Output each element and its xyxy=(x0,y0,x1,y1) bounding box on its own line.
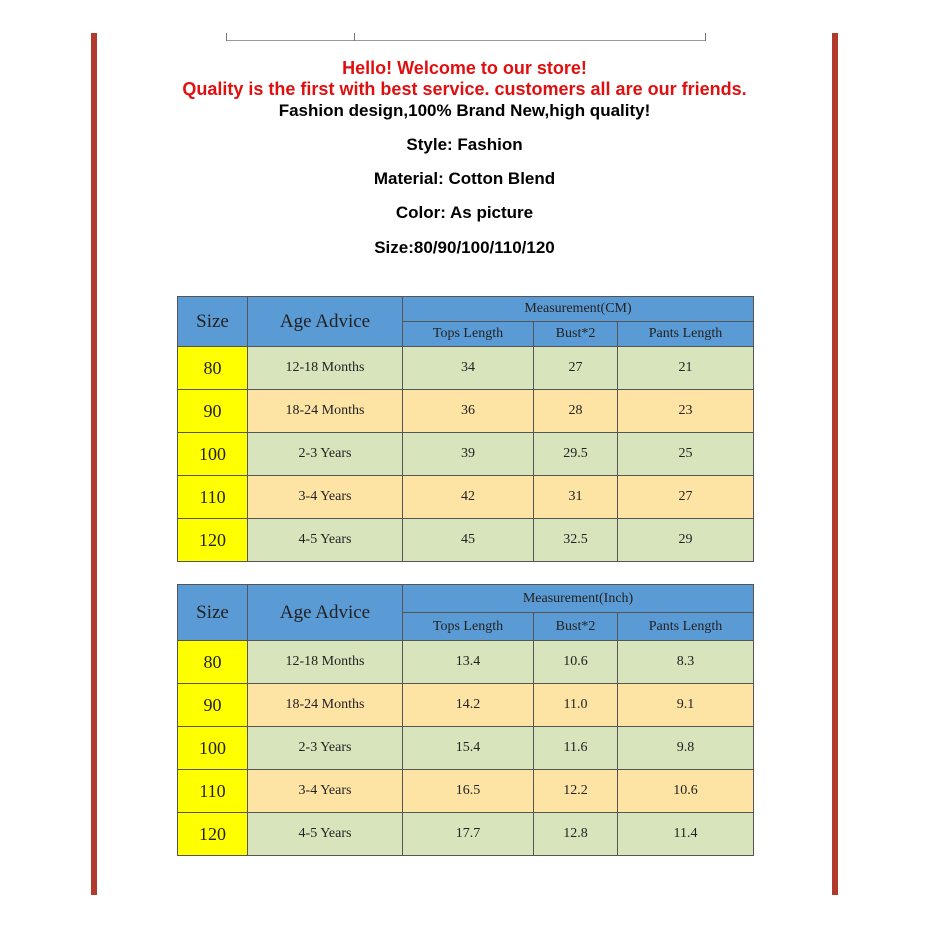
age-cell: 12-18 Months xyxy=(248,347,403,390)
age-cell: 4-5 Years xyxy=(248,813,403,856)
table-row xyxy=(178,519,754,562)
header-bust: Bust*2 xyxy=(534,322,618,347)
size-cell: 100 xyxy=(178,727,248,770)
color-line: Color: As picture xyxy=(395,203,534,222)
size-cell: 80 xyxy=(178,641,248,684)
size-cell: 90 xyxy=(178,390,248,433)
size-line: Size:80/90/100/110/120 xyxy=(374,238,555,257)
header-tops-length: Tops Length xyxy=(403,322,534,347)
header-age-advice: Age Advice xyxy=(248,297,403,347)
top-divider-tick xyxy=(354,33,355,41)
tops-cell: 45 xyxy=(403,519,534,562)
size-cell: 110 xyxy=(178,476,248,519)
tops-cell: 17.7 xyxy=(403,813,534,856)
tops-cell: 34 xyxy=(403,347,534,390)
pants-cell: 29 xyxy=(618,519,754,562)
tops-cell: 16.5 xyxy=(403,770,534,813)
table-row xyxy=(178,684,754,727)
header-size: Size xyxy=(178,585,248,641)
bust-cell: 10.6 xyxy=(534,641,618,684)
table-row xyxy=(178,727,754,770)
pants-cell: 11.4 xyxy=(618,813,754,856)
top-divider xyxy=(226,40,706,41)
header-tops-length: Tops Length xyxy=(403,613,534,641)
pants-cell: 10.6 xyxy=(618,770,754,813)
right-border-bar xyxy=(832,33,838,895)
bust-cell: 12.8 xyxy=(534,813,618,856)
pants-cell: 27 xyxy=(618,476,754,519)
size-cell: 120 xyxy=(178,519,248,562)
age-cell: 3-4 Years xyxy=(248,476,403,519)
bust-cell: 27 xyxy=(534,347,618,390)
header-size: Size xyxy=(178,297,248,347)
table-row xyxy=(178,390,754,433)
style-line: Style: Fashion xyxy=(406,135,523,154)
tops-cell: 39 xyxy=(403,433,534,476)
size-cell: 90 xyxy=(178,684,248,727)
table-row xyxy=(178,813,754,856)
age-cell: 18-24 Months xyxy=(248,390,403,433)
age-cell: 4-5 Years xyxy=(248,519,403,562)
age-cell: 2-3 Years xyxy=(248,727,403,770)
material-line: Material: Cotton Blend xyxy=(373,169,556,188)
age-cell: 18-24 Months xyxy=(248,684,403,727)
size-chart-cm xyxy=(177,296,754,562)
bust-cell: 28 xyxy=(534,390,618,433)
bust-cell: 11.6 xyxy=(534,727,618,770)
table-row xyxy=(178,476,754,519)
top-divider-tick xyxy=(705,33,706,41)
header-measurement: Measurement(CM) xyxy=(403,297,754,322)
pants-cell: 21 xyxy=(618,347,754,390)
pants-cell: 25 xyxy=(618,433,754,476)
table-row xyxy=(178,770,754,813)
pants-cell: 9.8 xyxy=(618,727,754,770)
size-cell: 110 xyxy=(178,770,248,813)
tops-cell: 14.2 xyxy=(403,684,534,727)
size-cell: 120 xyxy=(178,813,248,856)
pants-cell: 8.3 xyxy=(618,641,754,684)
size-chart-inch xyxy=(177,584,754,856)
table-row xyxy=(178,641,754,684)
pants-cell: 9.1 xyxy=(618,684,754,727)
header-age-advice: Age Advice xyxy=(248,585,403,641)
bust-cell: 32.5 xyxy=(534,519,618,562)
bust-cell: 29.5 xyxy=(534,433,618,476)
age-cell: 3-4 Years xyxy=(248,770,403,813)
welcome-heading: Hello! Welcome to our store! xyxy=(342,58,587,78)
pants-cell: 23 xyxy=(618,390,754,433)
header-pants-length: Pants Length xyxy=(618,613,754,641)
size-cell: 100 xyxy=(178,433,248,476)
age-cell: 12-18 Months xyxy=(248,641,403,684)
tops-cell: 13.4 xyxy=(403,641,534,684)
top-divider-tick xyxy=(226,33,227,41)
tops-cell: 42 xyxy=(403,476,534,519)
tops-cell: 15.4 xyxy=(403,727,534,770)
tops-cell: 36 xyxy=(403,390,534,433)
header-bust: Bust*2 xyxy=(534,613,618,641)
table-row xyxy=(178,433,754,476)
size-cell: 80 xyxy=(178,347,248,390)
left-border-bar xyxy=(91,33,97,895)
bust-cell: 11.0 xyxy=(534,684,618,727)
quality-heading: Quality is the first with best service. customers all are our friends. xyxy=(182,79,747,99)
table-row xyxy=(178,347,754,390)
fashion-line: Fashion design,100% Brand New,high quality! xyxy=(278,101,651,120)
bust-cell: 31 xyxy=(534,476,618,519)
age-cell: 2-3 Years xyxy=(248,433,403,476)
header-measurement: Measurement(Inch) xyxy=(403,585,754,613)
bust-cell: 12.2 xyxy=(534,770,618,813)
header-pants-length: Pants Length xyxy=(618,322,754,347)
